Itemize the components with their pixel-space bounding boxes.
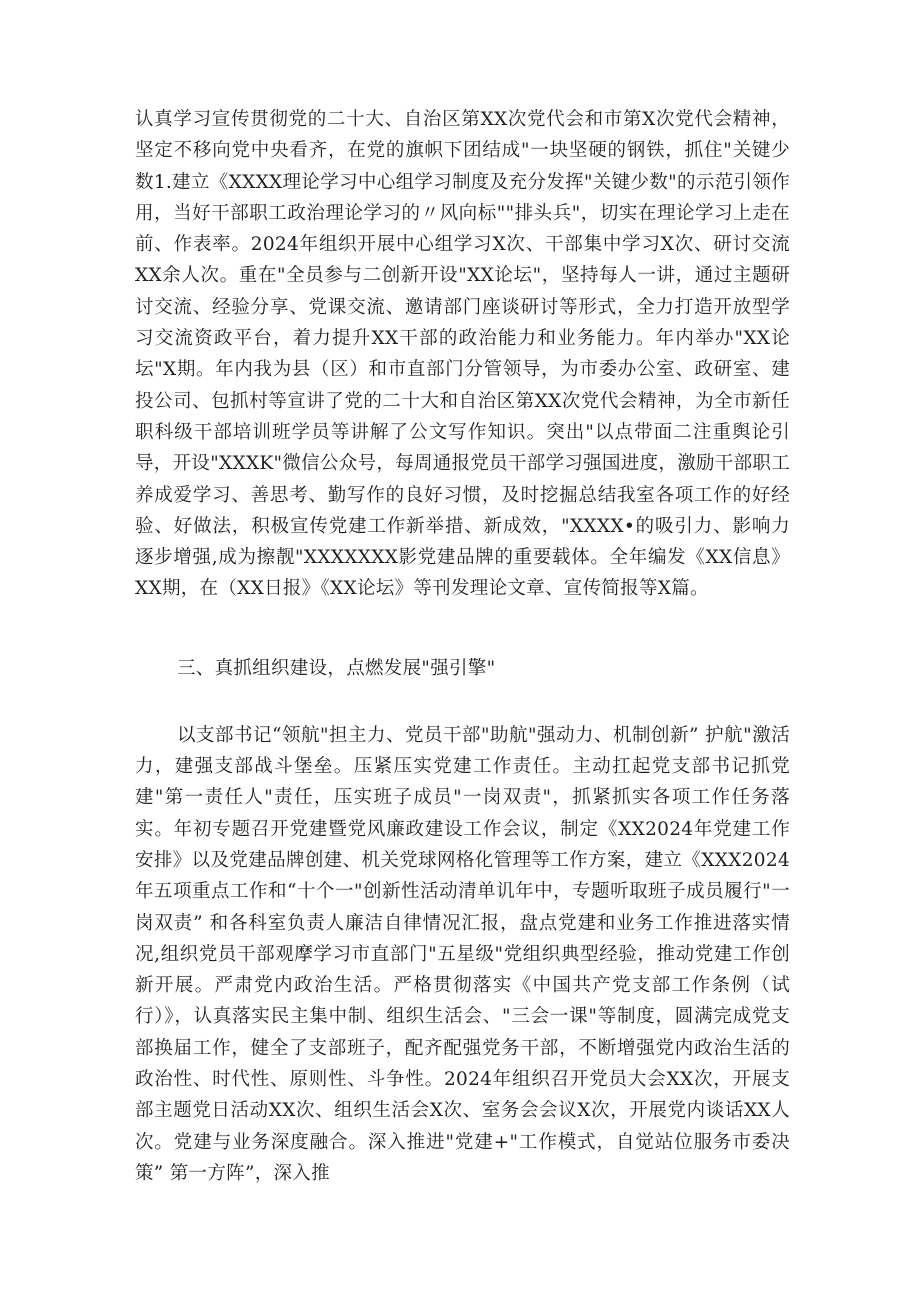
body-paragraph-1: 认真学习宣传贯彻党的二十大、自治区第XX次党代会和市第X次党代会精神，坚定不移向党中央看齐，在党的旗帜下团结成"一块坚硬的钢铁，抓住"关键少数1.建立《XXXX理论学习中心组学习制度及充分发挥"关键少数"的示范引领作用，当好干部职工政治理论学习的〃风向标""排头兵"，切实在理论学习上走在前、作表率。2024年组织开展中心组学习X次、干部集中学习X次、研讨交流XX余人次。重在"全员参与二创新开设"XX论坛"，坚持每人一讲，通过主题研讨交流、经验分享、党课交流、邀请部门座谈研讨等形式，全力打造开放型学习交流资政平台，着力提升XX干部的政治能力和业务能力。年内举办"XX论坛"X期。年内我为县（区）和市直部门分管领导，为市委办公室、政研室、建投公司、包抓村等宣讲了党的二十大和自治区第XX次党代会精神，为全市新任职科级干部培训班学员等讲解了公文写作知识。突出"以点带面二注重舆论引导，开设"XXXK"微信公众号，每周通报党员干部学习强国进度，激励干部职工养成爱学习、善思考、勤写作的良好习惯，及时挖掘总结我室各项工作的好经验、好做法，积极宣传党建工作新举措、新成效，"XXXX•的吸引力、影响力逐步增强,成为擦靓"XXXXXXX影党建品牌的重要载体。全年编发《XX信息》XX期，在（XX日报》《XX论坛》等刊发理论文章、宣传简报等X篇。 [135, 109, 790, 600]
section-heading: 三、真抓组织建设，点燃发展"强引擎" [177, 657, 496, 679]
body-paragraph-2: 以支部书记“领航"担主力、党员干部"助航"强动力、机制创新” 护航"激活力，建强支部战斗堡垒。压紧压实党建工作责任。主动扛起党支部书记抓党建"第一责任人"责任，压实班子成员"一岗双责"，抓紧抓实各项工作任务落实。年初专题召开党建暨党风廉政建设工作会议，制定《XX2024年党建工作安排》以及党建品牌创建、机关党球网格化管理等工作方案，建立《XXX2024年五项重点工作和“十个一"创新性活动清单讥年中，专题听取班子成员履行"一岗双责” 和各科室负责人廉洁自律情况汇报，盘点党建和业务工作推进落实情况,组织党员干部观摩学习市直部门"五星级"党组织典型经验，推动党建工作创新开展。严肃党内政治生活。严格贯彻落实《中国共产党支部工作条例（试行）》，认真落实民主集中制、组织生活会、"三会一课"等制度，圆满完成党支部换届工作，健全了支部班子，配齐配强党务干部，不断增强党内政治生活的政治性、时代性、原则性、斗争性。2024年组织召开党员大会XX次，开展支部主题党日活动XX次、组织生活会X次、室务会会议X次，开展党内谈话XX人次。党建与业务深度融合。深入推进"党建+"工作模式，自觉站位服务市委决策” 第一方阵”，深入推 [135, 724, 790, 1184]
